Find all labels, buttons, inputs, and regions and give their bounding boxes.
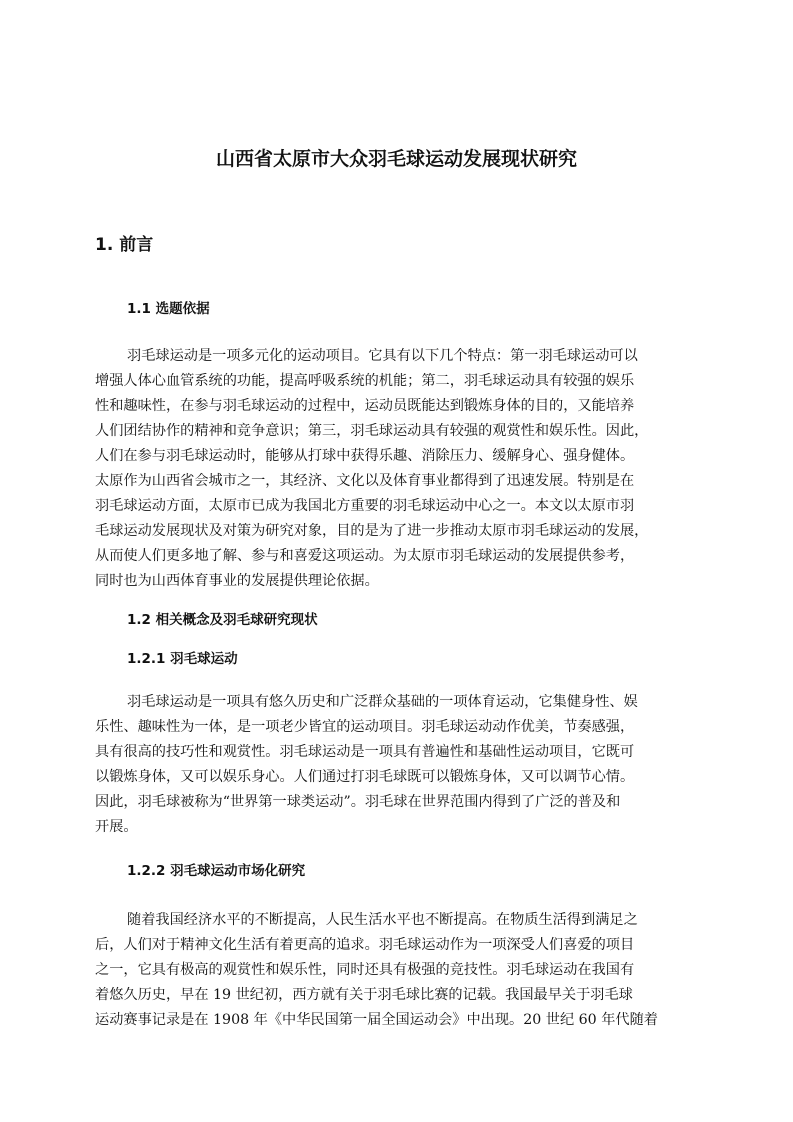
- subsubsection-heading-badminton: 1.2.1 羽毛球运动: [127, 651, 238, 667]
- paragraph-line: 具有很高的技巧性和观赏性。羽毛球运动是一项具有普遍性和基础性运动项目，它既可: [95, 744, 635, 760]
- paragraph-line: 运动赛事记录是在 1908 年《中华民国第一届全国运动会》中出现。20 世纪 60 年代随着: [95, 1012, 658, 1028]
- subsection-heading-related-concepts: 1.2 相关概念及羽毛球研究现状: [127, 612, 318, 628]
- paragraph-line: 乐性、趣味性为一体，是一项老少皆宜的运动项目。羽毛球运动动作优美，节奏感强，: [95, 719, 635, 735]
- paragraph-market-research: [95, 908, 711, 1033]
- paragraph-line: 因此，羽毛球被称为“世界第一球类运动”。羽毛球在世界范围内得到了广泛的普及和: [95, 794, 621, 810]
- paragraph-line: 人们团结协作的精神和竞争意识；第三，羽毛球运动具有较强的观赏性和娱乐性。因此，: [95, 423, 649, 439]
- paragraph-line: 太原作为山西省会城市之一，其经济、文化以及体育事业都得到了迅速发展。特别是在: [95, 473, 635, 489]
- paragraph-line: 同时也为山西体育事业的发展提供理论依据。: [95, 573, 379, 589]
- paragraph-line: 着悠久历史，早在 19 世纪初，西方就有关于羽毛球比赛的记载。我国最早关于羽毛球: [95, 987, 633, 1003]
- paragraph-line: 增强人体心血管系统的功能，提高呼吸系统的机能；第二，羽毛球运动具有较强的娱乐: [95, 373, 635, 389]
- paragraph-line: 人们在参与羽毛球运动时，能够从打球中获得乐趣、消除压力、缓解身心、强身健体。: [95, 448, 635, 464]
- document-title: 山西省太原市大众羽毛球运动发展现状研究: [215, 148, 577, 170]
- paragraph-line: 羽毛球运动是一项多元化的运动项目。它具有以下几个特点：第一羽毛球运动可以: [127, 348, 638, 364]
- paragraph-line: 羽毛球运动是一项具有悠久历史和广泛群众基础的一项体育运动，它集健身性、娱: [127, 694, 638, 710]
- paragraph-line: 毛球运动发展现状及对策为研究对象，目的是为了进一步推动太原市羽毛球运动的发展，: [95, 523, 649, 539]
- paragraph-line: 羽毛球运动方面，太原市已成为我国北方重要的羽毛球运动中心之一。本文以太原市羽: [95, 498, 635, 514]
- paragraph-line: 之一，它具有极高的观赏性和娱乐性，同时还具有极强的竞技性。羽毛球运动在我国有: [95, 962, 635, 978]
- paragraph-line: 以锻炼身体，又可以娱乐身心。人们通过打羽毛球既可以锻炼身体，又可以调节心情。: [95, 769, 635, 785]
- subsection-heading-topic-basis: 1.1 选题依据: [127, 301, 210, 317]
- paragraph-line: 后，人们对于精神文化生活有着更高的追求。羽毛球运动作为一项深受人们喜爱的项目: [95, 937, 635, 953]
- section-heading-preface: 1. 前言: [95, 235, 154, 255]
- paragraph-line: 从而使人们更多地了解、参与和喜爱这项运动。为太原市羽毛球运动的发展提供参考，: [95, 548, 635, 564]
- paragraph-topic-basis: [95, 344, 711, 594]
- paragraph-line: 随着我国经济水平的不断提高，人民生活水平也不断提高。在物质生活得到满足之: [127, 912, 638, 928]
- paragraph-badminton: [95, 690, 711, 840]
- subsubsection-heading-market-research: 1.2.2 羽毛球运动市场化研究: [127, 863, 306, 879]
- paragraph-line: 开展。: [95, 819, 138, 835]
- paragraph-line: 性和趣味性，在参与羽毛球运动的过程中，运动员既能达到锻炼身体的目的，又能培养: [95, 398, 635, 414]
